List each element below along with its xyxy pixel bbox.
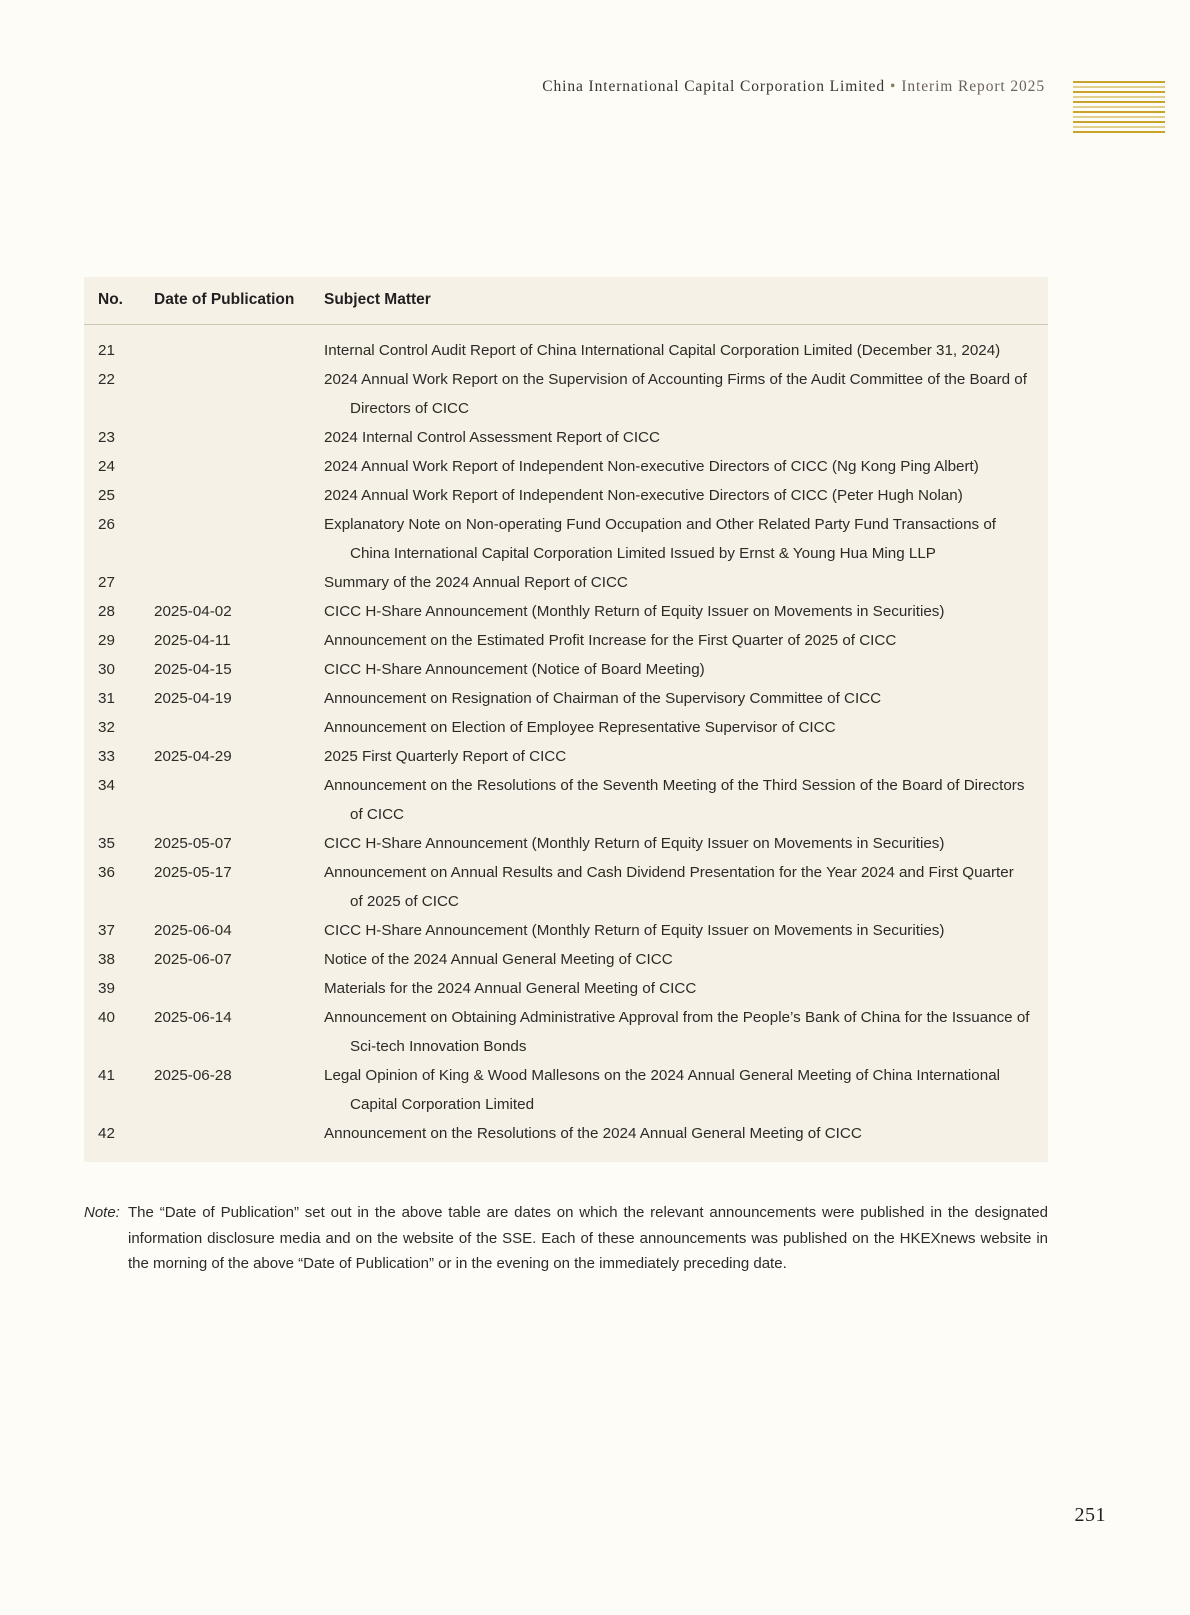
column-header-no: No.	[84, 277, 154, 325]
cell-date	[154, 568, 324, 597]
page-header	[0, 78, 1190, 118]
table-row	[84, 713, 1048, 742]
table-row	[84, 452, 1048, 481]
cell-subject-text: Announcement on the Estimated Profit Increase for the First Quarter of 2025 of CICC	[324, 632, 897, 649]
table-row	[84, 1061, 1048, 1119]
cell-no: 26	[98, 516, 115, 533]
cell-subject	[324, 510, 1048, 568]
cell-subject	[324, 713, 1048, 742]
cell-no: 23	[98, 429, 115, 446]
stripe	[1073, 91, 1165, 93]
cell-no: 33	[98, 748, 115, 765]
cell-date: 2025-04-11	[154, 632, 231, 649]
cell-date: 2025-06-04	[154, 922, 232, 939]
cell-no: 32	[98, 719, 115, 736]
table-row	[84, 325, 1048, 366]
cell-subject	[324, 916, 1048, 945]
table-row	[84, 771, 1048, 829]
cell-subject	[324, 1119, 1048, 1162]
cell-no: 38	[98, 951, 115, 968]
header-separator: •	[890, 78, 897, 95]
table-row	[84, 858, 1048, 916]
cell-no: 24	[98, 458, 115, 475]
table-row	[84, 945, 1048, 974]
cell-subject-text: 2025 First Quarterly Report of CICC	[324, 748, 567, 765]
cell-no: 21	[98, 342, 115, 359]
column-header-subject: Subject Matter	[324, 277, 1048, 325]
stripe	[1073, 111, 1165, 113]
header-decoration-stripes	[1073, 81, 1165, 133]
header-company: China International Capital Corporation Limited	[542, 78, 885, 95]
cell-subject	[324, 829, 1048, 858]
cell-date: 2025-06-07	[154, 951, 232, 968]
cell-subject	[324, 858, 1048, 916]
cell-subject-text: Announcement on Resignation of Chairman of the Supervisory Committee of CICC	[324, 690, 882, 707]
cell-subject	[324, 684, 1048, 713]
cell-date: 2025-05-17	[154, 864, 232, 881]
cell-no: 30	[98, 661, 115, 678]
table-row	[84, 423, 1048, 452]
cell-date	[154, 423, 324, 452]
cell-no: 41	[98, 1067, 115, 1084]
cell-subject	[324, 974, 1048, 1003]
cell-subject	[324, 423, 1048, 452]
cell-subject-text: Announcement on Election of Employee Representative Supervisor of CICC	[324, 719, 836, 736]
table-row	[84, 597, 1048, 626]
cell-subject-text: Announcement on the Resolutions of the 2024 Annual General Meeting of CICC	[324, 1125, 862, 1142]
table-row	[84, 1003, 1048, 1061]
stripe	[1073, 131, 1165, 133]
cell-subject-text: Announcement on Obtaining Administrative Approval from the People’s Bank of China for the Issuance of Sci-tech Innovation Bonds	[324, 1009, 1030, 1055]
stripe	[1073, 81, 1165, 83]
stripe	[1073, 96, 1165, 98]
cell-date	[154, 365, 324, 423]
cell-date: 2025-04-29	[154, 748, 232, 765]
stripe	[1073, 121, 1165, 123]
cell-subject	[324, 1003, 1048, 1061]
cell-subject	[324, 452, 1048, 481]
cell-subject	[324, 325, 1048, 366]
cell-subject	[324, 365, 1048, 423]
cell-subject-text: 2024 Annual Work Report of Independent Non-executive Directors of CICC (Peter Hugh Nolan)	[324, 487, 963, 504]
cell-date	[154, 510, 324, 568]
table-row	[84, 829, 1048, 858]
table-row	[84, 481, 1048, 510]
cell-subject	[324, 771, 1048, 829]
table-row	[84, 568, 1048, 597]
table-row	[84, 365, 1048, 423]
table-row	[84, 626, 1048, 655]
cell-no: 40	[98, 1009, 115, 1026]
cell-date	[154, 771, 324, 829]
cell-date: 2025-04-19	[154, 690, 232, 707]
cell-subject-text: 2024 Annual Work Report on the Supervision of Accounting Firms of the Audit Committee of the Board of Directors of CICC	[324, 371, 1027, 417]
header-report: Interim Report 2025	[901, 78, 1045, 95]
stripe	[1073, 101, 1165, 103]
cell-no: 36	[98, 864, 115, 881]
cell-subject-text: CICC H-Share Announcement (Monthly Return of Equity Issuer on Movements in Securities)	[324, 922, 945, 939]
cell-date: 2025-04-15	[154, 661, 232, 678]
stripe	[1073, 126, 1165, 128]
cell-subject-text: Notice of the 2024 Annual General Meeting of CICC	[324, 951, 673, 968]
cell-subject-text: Explanatory Note on Non-operating Fund Occupation and Other Related Party Fund Transactions of China International Capital Corporation Limited Issued by Ernst & Young Hua Ming LLP	[324, 516, 997, 562]
announcements-table	[84, 277, 1048, 1162]
cell-subject-text: Legal Opinion of King & Wood Mallesons on the 2024 Annual General Meeting of China International Capital Corporation Limited	[324, 1067, 1001, 1113]
cell-subject-text: Materials for the 2024 Annual General Meeting of CICC	[324, 980, 697, 997]
cell-no: 39	[98, 980, 115, 997]
cell-subject-text: Announcement on Annual Results and Cash Dividend Presentation for the Year 2024 and First Quarter of 2025 of CICC	[324, 864, 1014, 910]
cell-subject	[324, 597, 1048, 626]
cell-subject	[324, 626, 1048, 655]
table-head	[84, 277, 1048, 325]
note-label: Note:	[84, 1204, 120, 1221]
cell-no: 22	[98, 371, 115, 388]
table-row	[84, 1119, 1048, 1162]
stripe	[1073, 116, 1165, 118]
cell-date	[154, 974, 324, 1003]
cell-no: 34	[98, 777, 115, 794]
cell-subject-text: Internal Control Audit Report of China International Capital Corporation Limited (December 31, 2024)	[324, 342, 1001, 359]
cell-date	[154, 713, 324, 742]
cell-date: 2025-06-28	[154, 1067, 232, 1084]
cell-subject	[324, 481, 1048, 510]
cell-no: 28	[98, 603, 115, 620]
table-row	[84, 742, 1048, 771]
cell-subject-text: CICC H-Share Announcement (Monthly Return of Equity Issuer on Movements in Securities)	[324, 603, 945, 620]
cell-no: 42	[98, 1125, 115, 1142]
cell-date	[154, 325, 324, 366]
note-text: The “Date of Publication” set out in the above table are dates on which the relevant announcements were published in the designated information disclosure media and on the website of the SSE. Each of these announcements was published on the HKEXnews website in the morning of the above “Date of Publication” or in the evening on the immediately preceding date.	[128, 1204, 1048, 1272]
cell-subject	[324, 568, 1048, 597]
table-row	[84, 916, 1048, 945]
page-number: 251	[1074, 1504, 1106, 1526]
table-row	[84, 684, 1048, 713]
cell-date: 2025-04-02	[154, 603, 232, 620]
table-note	[84, 1200, 1048, 1277]
cell-subject-text: 2024 Internal Control Assessment Report of CICC	[324, 429, 660, 446]
cell-no: 31	[98, 690, 115, 707]
table-body	[84, 325, 1048, 1163]
cell-no: 37	[98, 922, 115, 939]
cell-no: 25	[98, 487, 115, 504]
cell-date: 2025-05-07	[154, 835, 232, 852]
cell-subject-text: CICC H-Share Announcement (Notice of Board Meeting)	[324, 661, 705, 678]
cell-subject-text: 2024 Annual Work Report of Independent Non-executive Directors of CICC (Ng Kong Ping Albert)	[324, 458, 979, 475]
cell-subject	[324, 945, 1048, 974]
table-row	[84, 510, 1048, 568]
cell-subject	[324, 742, 1048, 771]
cell-subject-text: CICC H-Share Announcement (Monthly Return of Equity Issuer on Movements in Securities)	[324, 835, 945, 852]
cell-subject-text: Summary of the 2024 Annual Report of CICC	[324, 574, 628, 591]
cell-date	[154, 1119, 324, 1162]
announcements-table-container	[84, 277, 1048, 1162]
cell-subject	[324, 655, 1048, 684]
cell-no: 27	[98, 574, 115, 591]
cell-no: 35	[98, 835, 115, 852]
cell-no: 29	[98, 632, 115, 649]
cell-date	[154, 452, 324, 481]
table-row	[84, 655, 1048, 684]
table-row	[84, 974, 1048, 1003]
cell-subject	[324, 1061, 1048, 1119]
cell-date	[154, 481, 324, 510]
stripe	[1073, 106, 1165, 108]
column-header-date: Date of Publication	[154, 277, 324, 325]
table-header-row	[84, 277, 1048, 325]
cell-date: 2025-06-14	[154, 1009, 232, 1026]
cell-subject-text: Announcement on the Resolutions of the Seventh Meeting of the Third Session of the Board of Directors of CICC	[324, 777, 1025, 823]
stripe	[1073, 86, 1165, 88]
header-title	[542, 78, 1045, 96]
